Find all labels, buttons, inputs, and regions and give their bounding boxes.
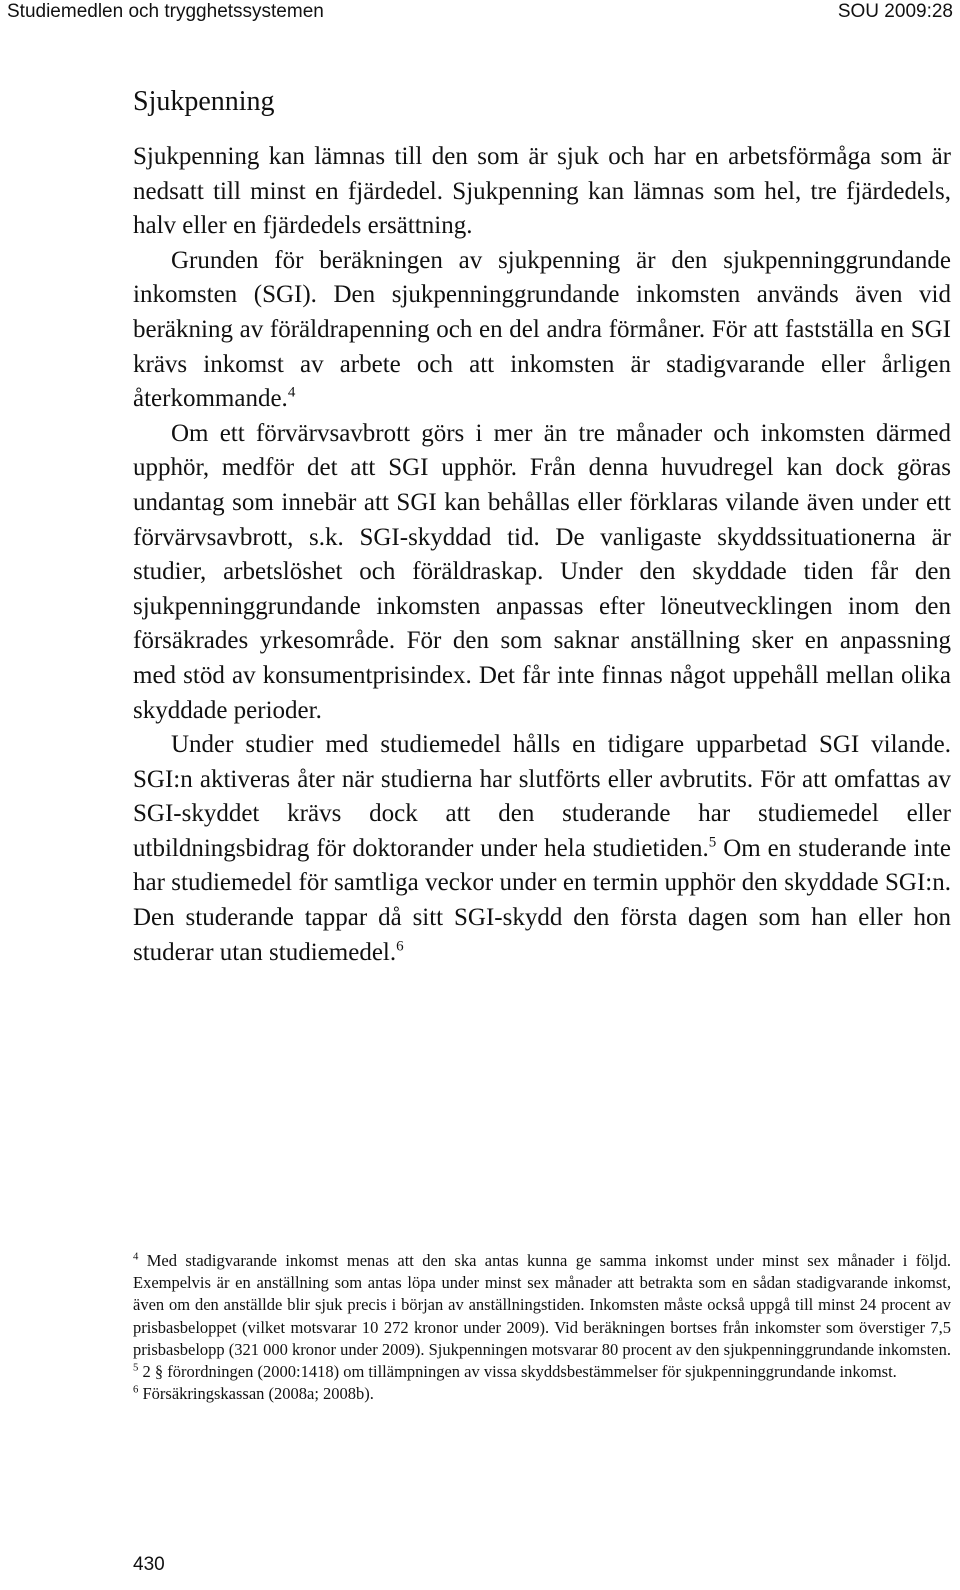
paragraph-4	[133, 728, 951, 970]
running-header	[0, 0, 960, 30]
paragraph-1-text: Sjukpenning kan lämnas till den som är sjuk och har en arbetsförmåga som är nedsatt till minst en fjärdedel. Sjukpenning kan lämnas som hel, tre fjärdedels, halv eller en fjärdedels ersättning.	[133, 143, 951, 240]
paragraph-4-text-b: Om en studerande inte har studiemedel för samtliga veckor under en termin upphör den skyddade SGI:n. Den studerande tappar då sitt SGI-skydd den första dagen som han eller hon studerar utan studiemedel.	[133, 834, 952, 966]
footnote-5	[133, 1361, 951, 1383]
paragraph-4-text-a: Under studier med studiemedel hålls en tidigare upparbetad SGI vilande. SGI:n aktiveras åter när studierna har slutförts eller avbrutits. För att omfattas av SGI-skyddet krävs dock att den studerande har studiemedel eller utbildningsbidrag för doktorander under hela studietiden.	[133, 731, 951, 862]
footnote-number: 4	[133, 1250, 139, 1263]
body-text	[133, 140, 951, 970]
footnote-number: 6	[133, 1383, 139, 1396]
footnotes	[133, 1250, 951, 1405]
paragraph-2	[133, 244, 951, 417]
section-heading: Sjukpenning	[133, 86, 275, 117]
footnote-ref-4[interactable]: 4	[287, 384, 296, 401]
footnote-number: 5	[133, 1361, 139, 1374]
footnote-text: 2 § förordningen (2000:1418) om tillämpningen av vissa skyddsbestämmelser för sjukpenninggrundande inkomst.	[142, 1362, 897, 1382]
footnote-ref-6[interactable]: 6	[396, 938, 404, 955]
footnote-text: Försäkringskassan (2008a; 2008b).	[142, 1384, 374, 1404]
footnote-4	[133, 1250, 951, 1361]
footnote-ref-5[interactable]: 5	[708, 834, 717, 851]
footnote-6	[133, 1383, 951, 1405]
page-number: 430	[133, 1554, 165, 1575]
header-document-title: Studiemedlen och trygghetssystemen	[7, 1, 324, 22]
footnote-text: Med stadigvarande inkomst menas att den ska antas kunna ge samma inkomst under minst sex månader i följd. Exempelvis är en anställning som antas löpa under minst sex månader att betrakta som en sådan stadigvarande inkomst, även om den anställde blir sjuk precis i början av anställningstiden. Inkomsten måste också uppgå till minst 24 procent av prisbasbeloppet (vilket motsvarar 10 272 kronor under 2009). Vid beräkningen bortses från inkomster som överstiger 7,5 prisbasbelopp (321 000 kronor under 2009). Sjukpenningen motsvarar 80 procent av den sjukpenninggrundande inkomsten.	[133, 1251, 952, 1359]
header-report-number: SOU 2009:28	[837, 1, 953, 22]
paragraph-1	[133, 140, 951, 244]
paragraph-3	[133, 417, 951, 728]
paragraph-2-text: Grunden för beräkningen av sjukpenning är den sjukpenninggrundande inkomsten (SGI). Den sjukpenninggrundande inkomsten används även vid beräkning av föräldrapenning och en del andra förmåner. För att fastställa en SGI krävs inkomst av arbete och att inkomsten är stadigvarande eller årligen återkommande.	[133, 246, 951, 413]
paragraph-3-text: Om ett förvärvsavbrott görs i mer än tre månader och inkomsten därmed upphör, medför det att SGI upphör. Från denna huvudregel kan dock göras undantag som innebär att SGI kan behållas eller förklaras vilande även under ett förvärvsavbrott, s.k. SGI-skyddad tid. De vanligaste skyddssituationerna är studier, arbetslöshet och föräldraskap. Under den skyddade tiden får den sjukpenninggrundande inkomsten anpassas efter löneutvecklingen inom den försäkrades yrkesområde. För den som saknar anställning sker en anpassning med stöd av konsumentprisindex. Det får inte finnas något uppehåll mellan olika skyddade perioder.	[133, 419, 951, 724]
